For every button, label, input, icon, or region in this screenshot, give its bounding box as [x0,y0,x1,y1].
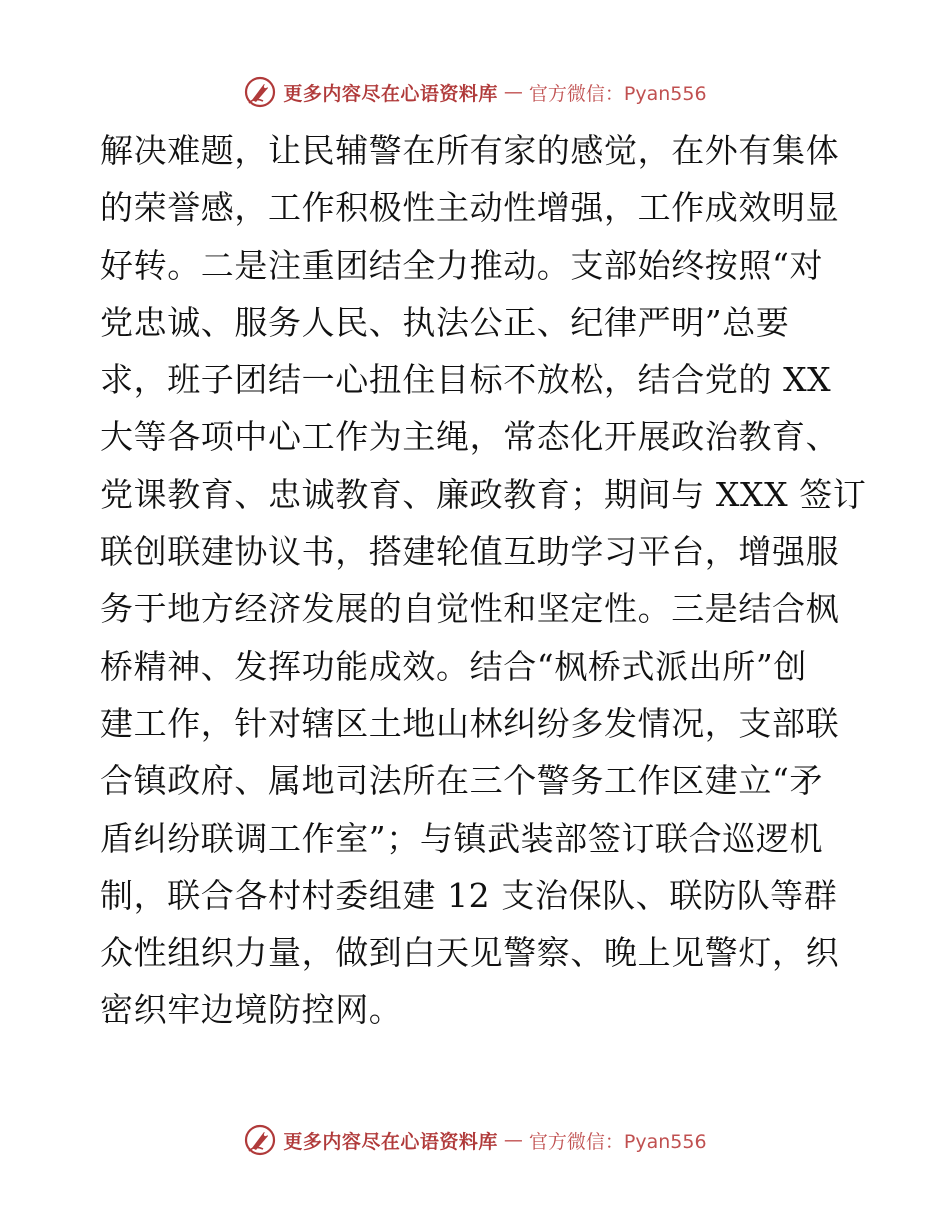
text-line: 密织牢边境防控网。 [100,990,403,1030]
text-line: 制，联合各村村委组建 12 支治保队、联防队等群 [100,875,838,915]
watermark-contact: 官方微信：Pyan556 [528,82,707,105]
watermark-separator: — [503,1129,523,1151]
text-line: 好转。二是注重团结全力推动。支部始终按照“对 [100,245,824,285]
text-line: 盾纠纷联调工作室”；与镇武装部签订联合巡逻机 [100,818,824,858]
document-body [100,122,867,1039]
text-line: 求，班子团结一心扭住目标不放松，结合党的 XX [100,360,832,400]
footer-watermark [0,1120,950,1160]
watermark-brand: 更多内容尽在心语资料库 [283,82,498,105]
pen-nib-logo-icon [243,75,277,109]
text-line: 解决难题，让民辅警在所有家的感觉，在外有集体 [100,131,840,170]
text-line: 务于地方经济发展的自觉性和坚定性。三是结合枫 [100,589,840,629]
pen-nib-logo-icon [243,1123,277,1157]
watermark-separator: — [503,81,523,103]
text-line: 党忠诚、服务人民、执法公正、纪律严明”总要 [100,302,790,342]
watermark-contact: 官方微信：Pyan556 [528,1130,707,1153]
text-line: 的荣誉感，工作积极性主动性增强，工作成效明显 [100,188,840,228]
text-line: 众性组织力量，做到白天见警察、晚上见警灯，织 [100,933,840,973]
text-line: 桥精神、发挥功能成效。结合“枫桥式派出所”创 [100,646,807,686]
text-line: 联创联建协议书，搭建轮值互助学习平台，增强服 [100,532,840,572]
text-line: 党课教育、忠诚教育、廉政教育；期间与 XXX 签订 [100,474,867,514]
text-line: 合镇政府、属地司法所在三个警务工作区建立“矛 [100,761,824,801]
header-watermark [0,72,950,112]
watermark-brand: 更多内容尽在心语资料库 [283,1130,498,1153]
text-line: 建工作，针对辖区土地山林纠纷多发情况，支部联 [100,703,840,743]
text-line: 大等各项中心工作为主绳，常态化开展政治教育、 [100,417,840,457]
